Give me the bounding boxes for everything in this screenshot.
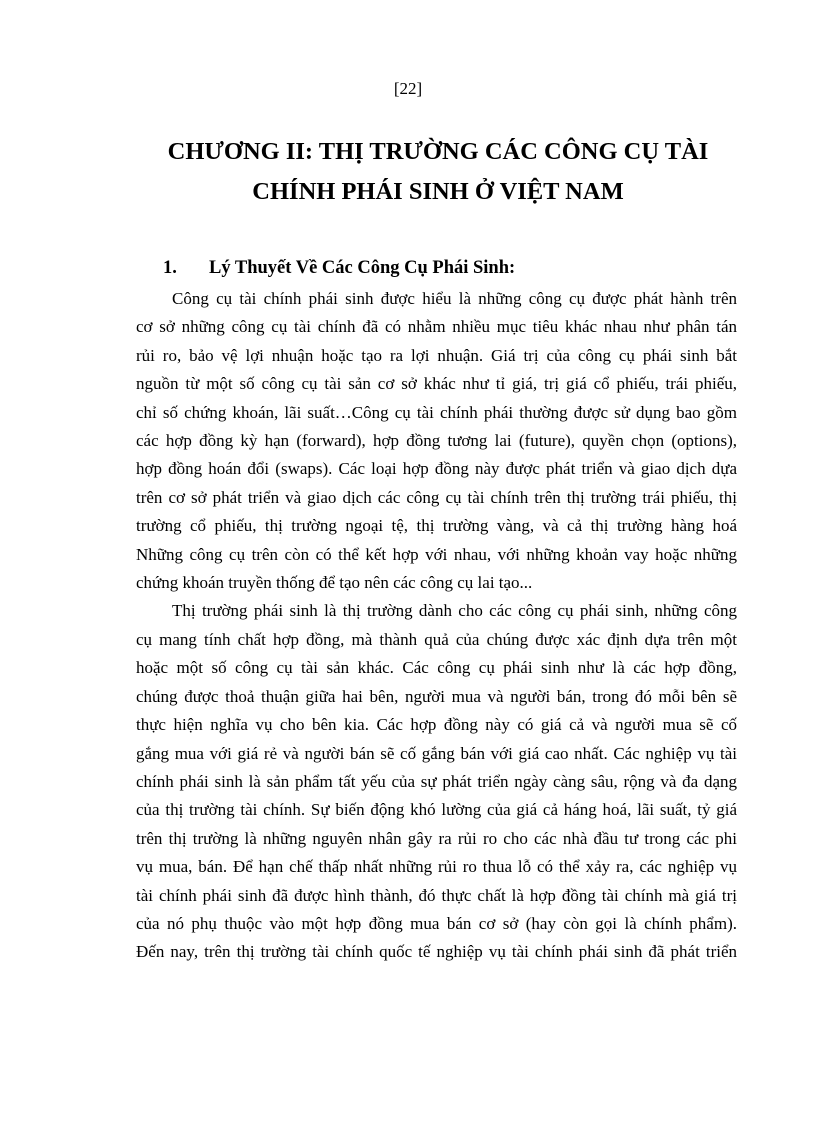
text-line: gắng mua với giá rẻ và người bán sẽ cố gắng bán với giá cao nhất. Các nghiệp vụ tài — [136, 743, 737, 763]
text-line: chính phái sinh là sản phẩm tất yếu của sự phát triển ngày càng sâu, rộng và đa dạng — [136, 771, 737, 791]
text-line: các hợp đồng kỳ hạn (forward), hợp đồng tương lai (future), quyền chọn (options), — [136, 431, 737, 451]
text-line: nguồn từ một số công cụ tài sản cơ sở khác như tỉ giá, trị giá cổ phiếu, trái phiếu, — [136, 374, 737, 394]
body-text — [136, 285, 737, 967]
paragraph-2 — [136, 597, 737, 966]
paragraph-1 — [136, 285, 737, 597]
chapter-title-line-2: CHÍNH PHÁI SINH Ở VIỆT NAM — [252, 178, 624, 205]
text-line: chúng được thoả thuận giữa hai bên, người mua và người bán, trong đó mỗi bên sẽ — [136, 686, 737, 706]
text-line: rủi ro, bảo vệ lợi nhuận hoặc tạo ra lợi nhuận. Giá trị của công cụ phái sinh bắt — [136, 345, 737, 365]
text-line: hợp đồng hoán đổi (swaps). Các loại hợp đồng này được phát triển và giao dịch dựa — [136, 459, 737, 479]
text-line: chứng khoán truyền thống để tạo nên các công cụ lai tạo... — [136, 573, 533, 593]
chapter-title — [118, 132, 758, 212]
text-line: tài chính phái sinh đã được hình thành, đó thực chất là hợp đồng tài chính mà giá trị — [136, 885, 737, 905]
text-line: Công cụ tài chính phái sinh được hiểu là những công cụ được phát hành trên — [172, 289, 737, 308]
text-line: Những công cụ trên còn có thể kết hợp với nhau, với những khoản vay hoặc những — [136, 544, 737, 564]
text-line: trên thị trường là những nguyên nhân gây ra rủi ro cho các nhà đầu tư trong các phi — [136, 828, 737, 848]
text-line: Đến nay, trên thị trường tài chính quốc tế nghiệp vụ tài chính phái sinh đã phát triển — [136, 942, 737, 962]
text-line: hoặc một số công cụ tài sản khác. Các công cụ phái sinh như là các hợp đồng, — [136, 658, 737, 678]
chapter-title-line-1: CHƯƠNG II: THỊ TRƯỜNG CÁC CÔNG CỤ TÀI — [167, 138, 709, 165]
text-line: của thị trường tài chính. Sự biến động khó lường của giá cả háng hoá, lãi suất, tỷ giá — [136, 800, 737, 820]
text-line: chỉ số chứng khoán, lãi suất…Công cụ tài chính phái thường được sử dụng bao gồm — [136, 402, 737, 422]
text-line: của nó phụ thuộc vào một hợp đồng mua bán cơ sở (hay còn gọi là chính phẩm). — [136, 913, 737, 933]
text-line: cơ sở những công cụ tài chính đã có nhằm nhiều mục tiêu khác nhau như phân tán — [136, 317, 737, 337]
section-heading — [163, 257, 515, 279]
text-line: trường cổ phiếu, thị trường ngoại tệ, thị trường vàng, và cả thị trường hàng hoá — [136, 516, 737, 536]
text-line: vụ mua, bán. Để hạn chế thấp nhất những rủi ro thua lỗ có thể xảy ra, các nghiệp vụ — [136, 857, 737, 877]
text-line: trên cơ sở phát triển và giao dịch các công cụ tài chính trên thị trường trái phiếu, thị — [136, 487, 737, 507]
text-line: Thị trường phái sinh là thị trường dành cho các công cụ phái sinh, những công — [172, 601, 737, 621]
section-number: 1. — [163, 258, 177, 278]
section-title: Lý Thuyết Về Các Công Cụ Phái Sinh: — [209, 258, 516, 278]
text-line: thực hiện nghĩa vụ cho bên kia. Các hợp đồng này có giá cả và người mua sẽ cố — [136, 715, 737, 735]
text-line: cụ mang tính chất hợp đồng, mà thành quả của chúng được xác định dựa trên một — [136, 629, 737, 649]
page-number: [22] — [393, 79, 423, 98]
